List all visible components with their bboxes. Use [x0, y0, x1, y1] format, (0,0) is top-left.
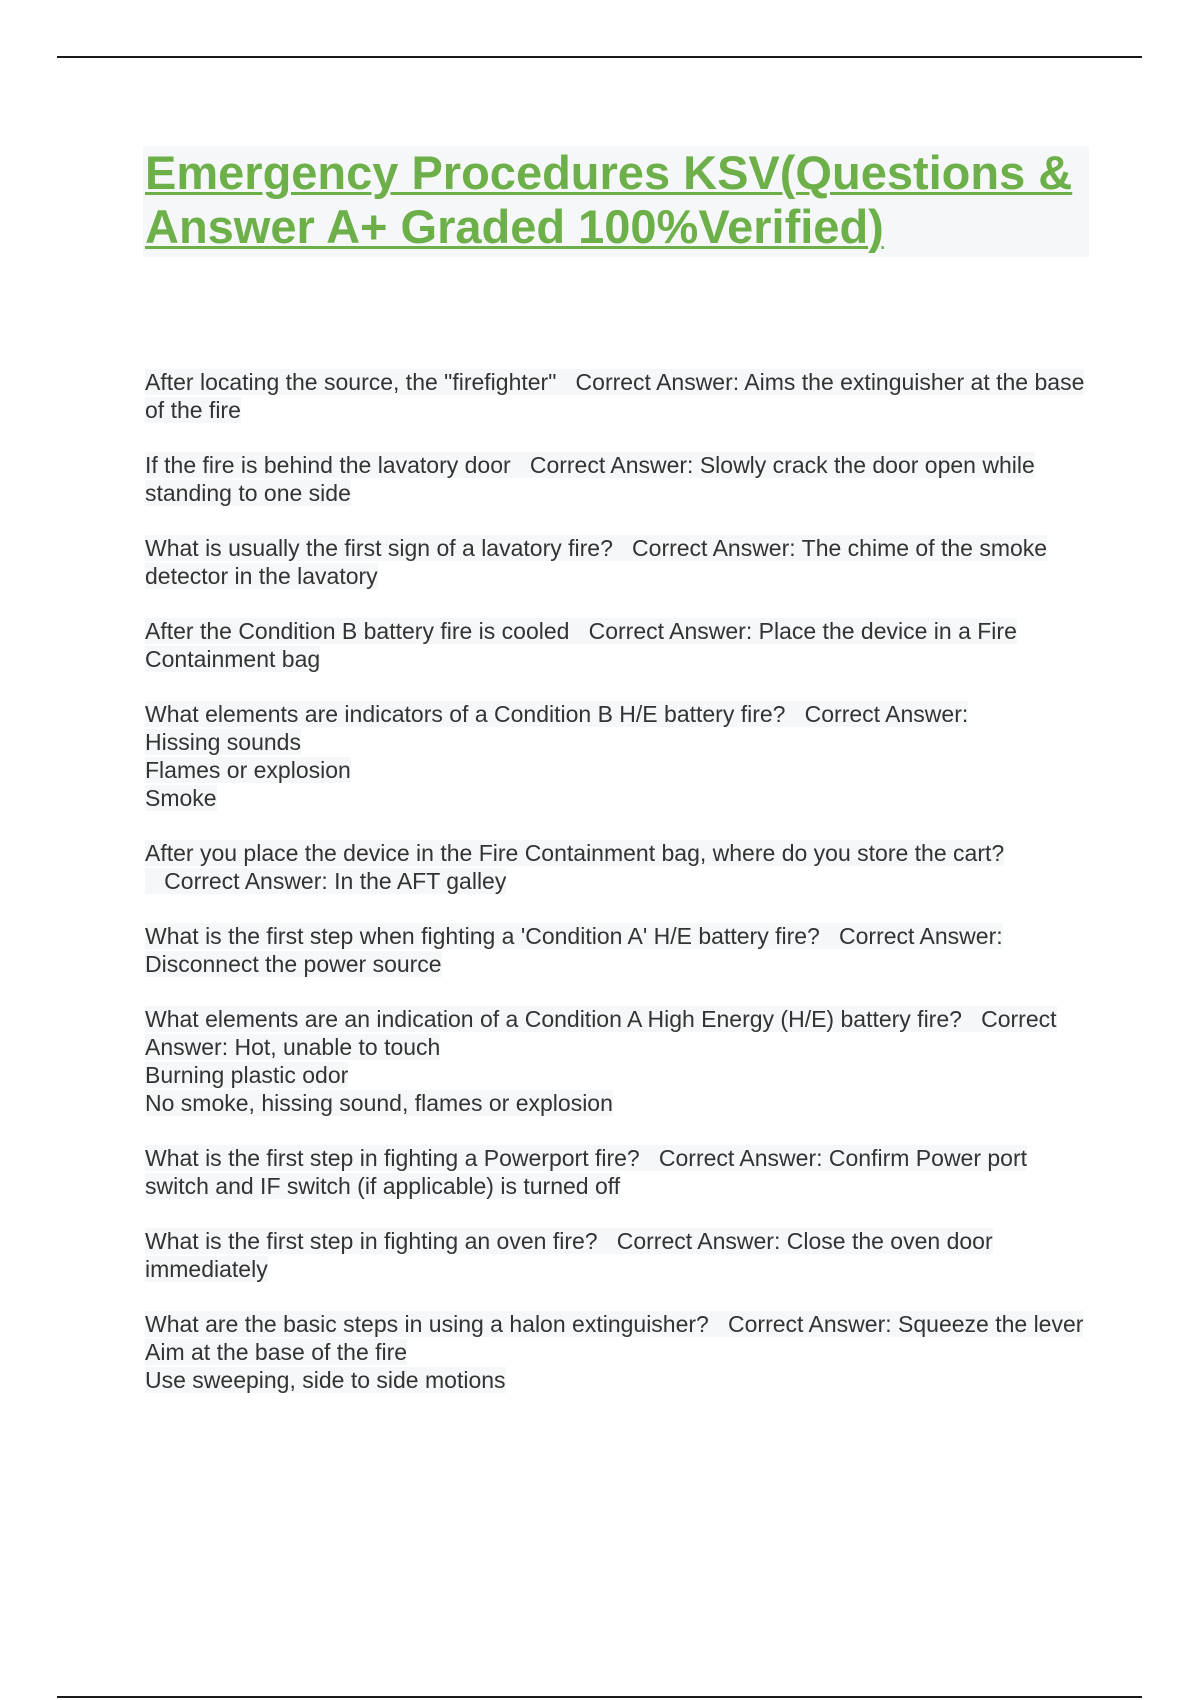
answer-line: Use sweeping, side to side motions — [145, 1367, 506, 1393]
question-text: After you place the device in the Fire Containment bag, where do you store the cart? — [145, 840, 1005, 866]
qa-entry — [145, 618, 1017, 672]
question-answer-separator — [511, 452, 530, 478]
answer-text: Confirm Power port switch and IF switch (if applicable) is turned off — [145, 1145, 1028, 1199]
question-text: What is the first step when fighting a 'Condition A' H/E battery fire? — [145, 923, 820, 949]
answer-line: No smoke, hissing sound, flames or explosion — [145, 1090, 613, 1116]
question-text: What are the basic steps in using a halon extinguisher? — [145, 1311, 709, 1337]
qa-entry — [145, 701, 968, 727]
qa-list — [145, 368, 1095, 1394]
question-answer-separator — [569, 618, 588, 644]
answer-prefix: Correct Answer: — [658, 1145, 823, 1171]
header-rule — [57, 56, 1142, 58]
answer-text: The chime of the smoke detector in the lavatory — [145, 535, 1048, 589]
question-text: What is usually the first sign of a lavatory fire? — [145, 535, 613, 561]
question-answer-separator — [145, 868, 164, 894]
qa-entry — [145, 1311, 1083, 1337]
qa-item — [145, 700, 1095, 812]
qa-entry — [145, 1006, 1057, 1060]
question-text: What is the first step in fighting an oven fire? — [145, 1228, 598, 1254]
qa-item — [145, 1227, 1095, 1283]
answer-text: Place the device in a Fire Containment bag — [145, 618, 1017, 672]
document-title: Emergency Procedures KSV(Questions & Answer A+ Graded 100%Verified) — [145, 146, 1073, 253]
qa-item — [145, 1144, 1095, 1200]
answer-prefix: Correct Answer: — [145, 1006, 1057, 1060]
qa-item — [145, 617, 1095, 673]
footer-rule — [57, 1696, 1142, 1698]
question-answer-separator — [556, 369, 575, 395]
qa-entry — [145, 535, 1047, 589]
answer-prefix: Correct Answer: — [728, 1311, 892, 1337]
answer-prefix: Correct Answer: — [164, 868, 328, 894]
qa-entry — [145, 840, 1004, 894]
answer-text: Disconnect the power source — [145, 951, 442, 977]
answer-prefix: Correct Answer: — [839, 923, 1003, 949]
qa-item — [145, 839, 1095, 895]
question-text: If the fire is behind the lavatory door — [145, 452, 511, 478]
question-answer-separator — [820, 923, 839, 949]
answer-prefix: Correct Answer: — [616, 1228, 781, 1254]
qa-entry — [145, 452, 1035, 506]
answer-text: Slowly crack the door open while standing to one side — [145, 452, 1035, 506]
answer-prefix: Correct Answer: — [632, 535, 796, 561]
answer-prefix: Correct Answer: — [804, 701, 969, 727]
question-text: After the Condition B battery fire is cooled — [145, 618, 570, 644]
qa-entry — [145, 923, 1003, 977]
answer-prefix: Correct Answer: — [575, 369, 740, 395]
answer-line: Smoke — [145, 785, 217, 811]
qa-item — [145, 534, 1095, 590]
answer-line: Hissing sounds — [145, 729, 301, 755]
qa-item — [145, 922, 1095, 978]
answer-line: Aim at the base of the fire — [145, 1339, 408, 1365]
answer-text: In the AFT galley — [334, 868, 507, 894]
answer-line: Burning plastic odor — [145, 1062, 349, 1088]
qa-item — [145, 1005, 1095, 1117]
question-text: What is the first step in fighting a Powerport fire? — [145, 1145, 640, 1171]
answer-text: Squeeze the lever — [898, 1311, 1084, 1337]
qa-entry — [145, 1228, 993, 1282]
question-text: What elements are indicators of a Condition B H/E battery fire? — [145, 701, 786, 727]
answer-prefix: Correct Answer: — [588, 618, 753, 644]
qa-item — [145, 451, 1095, 507]
title-block — [143, 146, 1089, 257]
question-answer-separator — [785, 701, 804, 727]
answer-prefix: Correct Answer: — [529, 452, 694, 478]
question-answer-separator — [640, 1145, 659, 1171]
answer-text: Aims the extinguisher at the base of the fire — [145, 369, 1085, 423]
qa-item — [145, 1310, 1095, 1394]
answer-text: Close the oven door immediately — [145, 1228, 993, 1282]
qa-item — [145, 368, 1095, 424]
answer-line: Flames or explosion — [145, 757, 351, 783]
question-answer-separator — [709, 1311, 728, 1337]
qa-entry — [145, 1145, 1027, 1199]
question-text: After locating the source, the "firefighter" — [145, 369, 557, 395]
answer-text: Hot, unable to touch — [234, 1034, 441, 1060]
question-answer-separator — [598, 1228, 617, 1254]
question-answer-separator — [962, 1006, 981, 1032]
question-answer-separator — [613, 535, 632, 561]
document-body — [145, 146, 1095, 1421]
question-text: What elements are an indication of a Condition A High Energy (H/E) battery fire? — [145, 1006, 962, 1032]
qa-entry — [145, 369, 1084, 423]
